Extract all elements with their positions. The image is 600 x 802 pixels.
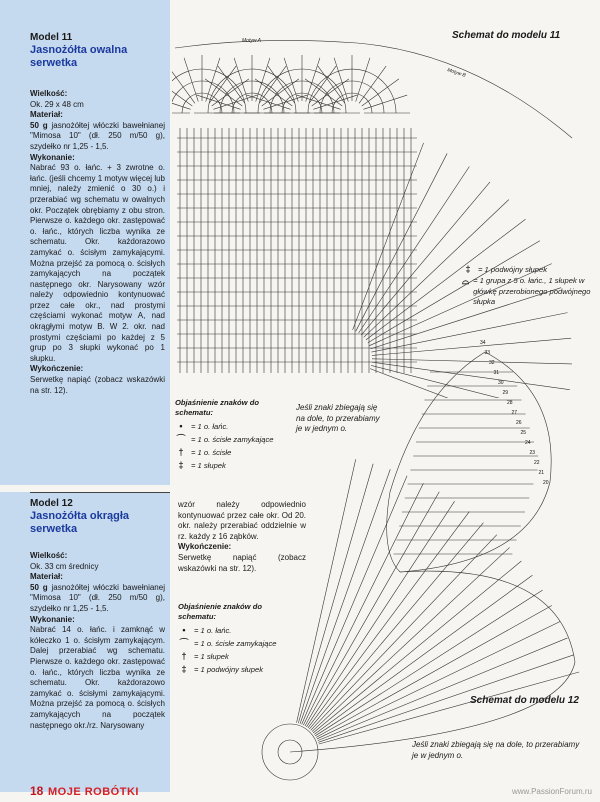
double-crochet-icon: ‡ — [178, 460, 184, 470]
motif-b-dimension-line — [357, 43, 572, 138]
fan-stitch — [234, 58, 248, 102]
model11-title: Model 11 — [30, 32, 73, 43]
row-number: 26 — [516, 420, 522, 426]
radiating-row — [311, 535, 497, 731]
model12-material-label: Materiał: — [30, 572, 63, 582]
radiating-row — [317, 622, 560, 739]
fan-stitch — [247, 95, 291, 109]
model12-radiating-rows — [297, 372, 580, 744]
arch-icon: ⌓ — [462, 276, 470, 286]
fan-stitch — [197, 95, 241, 109]
model12-outer-petal-edge — [400, 352, 551, 572]
watermark: www.PassionForum.ru — [511, 787, 592, 796]
model12-execution: Nabrać 14 o. łańc. i zamknąć w kółeczko 1 o. ścisłym zamykającym. Dalej przerabiać wg schematu. Pierwsze o. każdego okr. zastępować o. łańc., których liczba wynika ze schematu. Okr. każdorazowo zamykać o. ścisłymi zamykającymi. Można przejść za pomocą o. ścisłych zamykających na początek następnego okr./rz. Narysowany — [30, 625, 165, 730]
model11-legend-title: Objaśnienie znaków do schematu: — [175, 398, 259, 417]
radiating-row — [318, 655, 573, 742]
motif-a-label: Motyw A — [242, 38, 261, 44]
legend12-slip-stitch: = 1 o. ścisłe zamykające — [194, 639, 277, 648]
legend-arch-group: = 1 grupa z 5 o. łańc., 1 słupek w główkę przerobionego podwójnego słupka — [473, 276, 591, 306]
motif-b-label: Motyw B — [446, 67, 467, 79]
radiating-row — [364, 200, 509, 338]
fan-stitch — [256, 58, 270, 102]
radiating-row — [314, 575, 532, 734]
single-crochet-icon: † — [178, 447, 184, 457]
row-number: 25 — [520, 430, 527, 436]
radiating-row — [312, 548, 510, 732]
row-number: 21 — [538, 470, 545, 476]
legend12-double-crochet: = 1 słupek — [194, 652, 229, 661]
radiating-row — [361, 182, 490, 335]
legend12-chain: = 1 o. łańc. — [194, 626, 232, 635]
model11-block — [30, 32, 165, 396]
model11-scheme-title: Schemat do modelu 11 — [452, 30, 561, 41]
model12-note: Jeśli znaki zbiegają się na dole, to przerabiamy je w jednym o. — [412, 740, 580, 760]
model11-note: Jeśli znaki zbiegają się na dole, to przerabiamy je w jednym o. — [296, 403, 380, 433]
model11-material-label: Materiał: — [30, 110, 63, 120]
fan-stitch — [206, 58, 220, 102]
model12-finishing-label: Wykończenie: — [178, 542, 232, 552]
magazine-logo: MOJE ROBÓTKI — [48, 786, 139, 798]
fan-stitch — [306, 58, 320, 102]
row-number: 28 — [507, 400, 513, 406]
chain-icon: • — [179, 421, 183, 431]
fan-stitch — [356, 58, 370, 102]
row-number: 29 — [502, 390, 509, 396]
model11-finishing: Serwetkę napiąć (zobacz wskazówki na str. 12). — [30, 375, 165, 395]
legend12-treble: = 1 podwójny słupek — [194, 665, 264, 674]
legend-slip-stitch: = 1 o. ścisłe zamykające — [191, 435, 274, 444]
row-number: 23 — [529, 450, 536, 456]
model12-row-numbers — [480, 340, 549, 486]
model11-fan-arches — [172, 55, 410, 113]
fan-stitch — [172, 66, 195, 103]
footer — [0, 782, 600, 800]
row-number: 30 — [498, 380, 504, 386]
model11-finishing-label: Wykończenie: — [30, 364, 84, 374]
model11-material-amount: 50 g — [30, 120, 48, 130]
divider — [30, 492, 170, 493]
radiating-row — [305, 492, 439, 726]
model12-block — [30, 498, 165, 731]
model12-material-amount: 50 g — [30, 582, 48, 592]
model11-material: jasnożółtej włóczki bawełnianej "Mimosa 10" (dł. 250 m/50 g), szydełko nr 1,25 - 1,5. — [30, 120, 165, 151]
legend-chain: = 1 o. łańc. — [191, 422, 229, 431]
fan-stitch — [334, 58, 348, 102]
model12-inner-petal-edge — [387, 352, 485, 572]
radiating-row — [306, 501, 454, 727]
radiating-row — [318, 638, 568, 741]
legend-treble: = 1 podwójny słupek — [478, 265, 548, 274]
row-number: 32 — [489, 360, 495, 366]
model12-execution-cont: wzór należy odpowiednio kontynuować przez całe okr. Od 20. okr. należy przerabiać oddzielnie w rz. każdy z 16 ząbków. — [178, 500, 306, 541]
model12-finishing: Serwetkę napiąć (zobacz wskazówki na str. 12). — [178, 552, 306, 573]
model11-name: Jasnożółta owalna serwetka — [30, 44, 128, 69]
chain-icon: • — [182, 625, 186, 635]
fan-stitch — [363, 95, 407, 109]
fan-stitch — [184, 58, 198, 102]
treble-crochet-icon: ‡ — [465, 264, 471, 274]
model12-scheme-title: Schemat do modelu 12 — [470, 695, 579, 706]
model12-execution-label: Wykonanie: — [30, 614, 75, 624]
double-crochet-icon: † — [181, 651, 187, 661]
page-number: 18 — [30, 784, 44, 798]
model12-material: jasnożółtej włóczki bawełnianej "Mimosa 10" (dł. 250 m/50 g), szydełko nr 1,25 - 1,5. — [30, 582, 165, 613]
slip-stitch-icon: ⌒ — [176, 434, 186, 444]
fan-stitch — [297, 95, 341, 109]
row-number: 22 — [534, 460, 540, 466]
row-number: 20 — [543, 480, 549, 486]
row-number: 31 — [493, 370, 500, 376]
radiating-row — [309, 523, 483, 729]
model12-title: Model 12 — [30, 498, 73, 509]
treble-crochet-icon: ‡ — [181, 664, 187, 674]
fan-stitch — [172, 79, 192, 106]
radiating-row — [308, 512, 469, 728]
row-number: 27 — [511, 410, 518, 416]
radiating-row — [313, 561, 521, 733]
model12-size: Ok. 33 cm średnicy — [30, 561, 99, 571]
radiating-row — [353, 143, 424, 330]
radiating-row — [298, 464, 373, 723]
model11-execution: Nabrać 93 o. łańc. + 3 zwrotne o. łańc. (jeśli chcemy 1 motyw więcej lub mniej, należy zmienić o 30 o.) i przerabiać wg schematu w owalnych okr. Początek obrębiamy z obu stron. Pierwsze o. każdego okr. zastępować o. łańc., których liczba wynika ze schematu. Okr. każdorazowo zamykać o. ścisłym zamykającymi. Można przejść za pomocą o. ścisłych zamykających na początek następnego okr. Narysowany wzór należy odpowiednio kontynuować przez całe okr., nad prostymi częściami wykonać motyw A, nad okrągłymi motyw B. W 2. okr. nad prostymi częściami po każdej z 5 grup po 3 słupki wykonać po 1 słupku. — [30, 163, 165, 363]
legend-double-crochet: = 1 słupek — [191, 461, 226, 470]
radiating-row — [319, 672, 579, 744]
model11-size-label: Wielkość: — [30, 89, 68, 98]
fan-stitch — [172, 95, 191, 109]
row-number: 33 — [484, 350, 491, 356]
radiating-row — [316, 606, 552, 738]
model12-crochet-chart — [230, 332, 590, 802]
model12-legend-title: Objaśnienie znaków do schematu: — [178, 602, 262, 621]
legend-single-crochet: = 1 o. ścisłe — [191, 448, 232, 457]
motif-a-dimension-line — [175, 40, 357, 48]
model12-name: Jasnożółta okrągła serwetka — [30, 510, 130, 535]
row-number: 24 — [525, 440, 531, 446]
model11-size: Ok. 29 x 48 cm — [30, 99, 84, 109]
fan-stitch — [284, 58, 298, 102]
row-number: 34 — [480, 340, 486, 346]
radiating-row — [303, 483, 423, 725]
model11-execution-label: Wykonanie: — [30, 152, 75, 162]
model12-size-label: Wielkość: — [30, 551, 68, 560]
slip-stitch-icon: ⌒ — [179, 638, 189, 648]
